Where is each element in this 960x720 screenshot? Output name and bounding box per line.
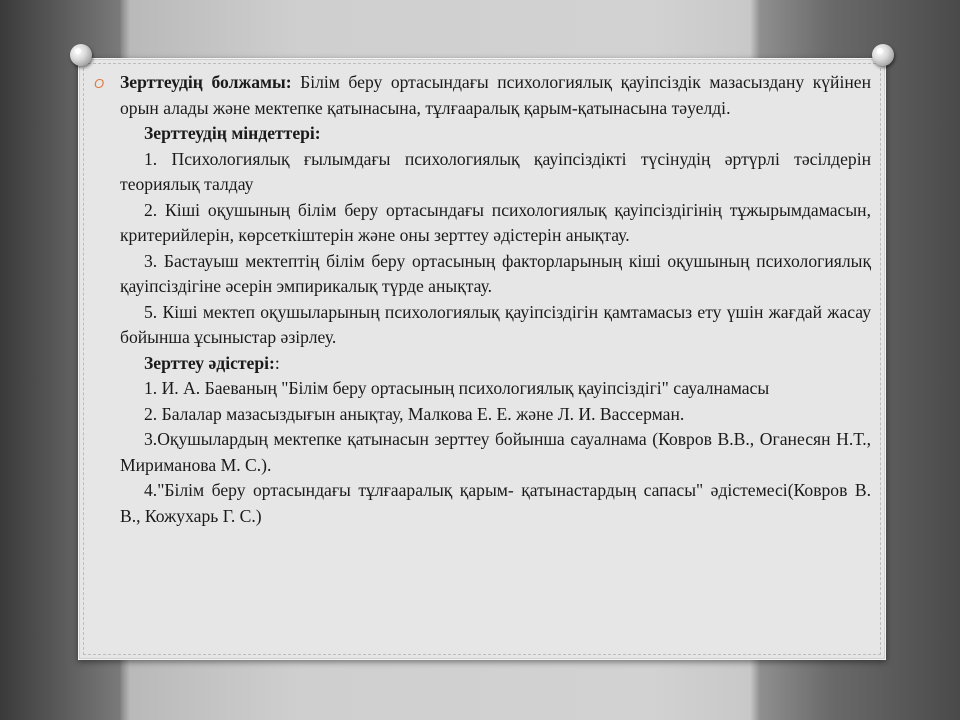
bullet-icon: O (94, 76, 105, 91)
task-item: 1. Психологиялық ғылымдағы психологиялық қауіпсіздікті түсінудің әртүрлі тәсілдерін теориялық талдау (120, 148, 871, 194)
task-item: 3. Бастауыш мектептің білім беру ортасының факторларының кіші оқушының психологиялық қауіпсіздігіне әсерін эмпирикалық түрде анықтау. (120, 250, 871, 296)
method-item: 4."Білім беру ортасындағы тұлғааралық қарым- қатынастардың сапасы" әдістемесі(Ковров В. В., Кожухарь Г. С.) (120, 480, 871, 526)
pushpin-icon (70, 44, 92, 66)
task-item: 5. Кіші мектеп оқушыларының психологиялық қауіпсіздігін қамтамасыз ету үшін жағдай жасау бойынша ұсыныстар әзірлеу. (120, 301, 871, 347)
hypothesis-label: Зерттеудің болжамы: (120, 72, 292, 92)
task-item: 2. Кіші оқушының білім беру ортасындағы психологиялық қауіпсіздігінің тұжырымдамасын, критерийлерін, көрсеткіштерін және оны зерттеу әдістерін анықтау. (120, 199, 871, 245)
pushpin-icon (872, 44, 894, 66)
method-item: 1. И. А. Баеваның "Білім беру ортасының психологиялық қауіпсіздігі" сауалнамасы (144, 378, 770, 398)
tasks-heading: Зерттеудің міндеттері: (144, 123, 321, 143)
method-item: 3.Оқушылардың мектепке қатынасын зерттеу бойынша сауалнама (Ковров В.В., Оганесян Н.Т., Мириманова М. С.). (120, 429, 871, 475)
hypothesis-paragraph (120, 70, 871, 121)
slide-body (120, 70, 871, 529)
methods-heading: Зерттеу әдістері:: (144, 352, 280, 373)
method-item: 2. Балалар мазасыздығын анықтау, Малкова Е. Е. және Л. И. Вассерман. (144, 403, 685, 424)
hypothesis-text: Білім беру ортасындағы психологиялық қауіпсіздік мазасыздану күйінен орын алады және мектепке қатынасына, тұлғааралық қарым-қатынасына тәуелді. (120, 72, 871, 118)
